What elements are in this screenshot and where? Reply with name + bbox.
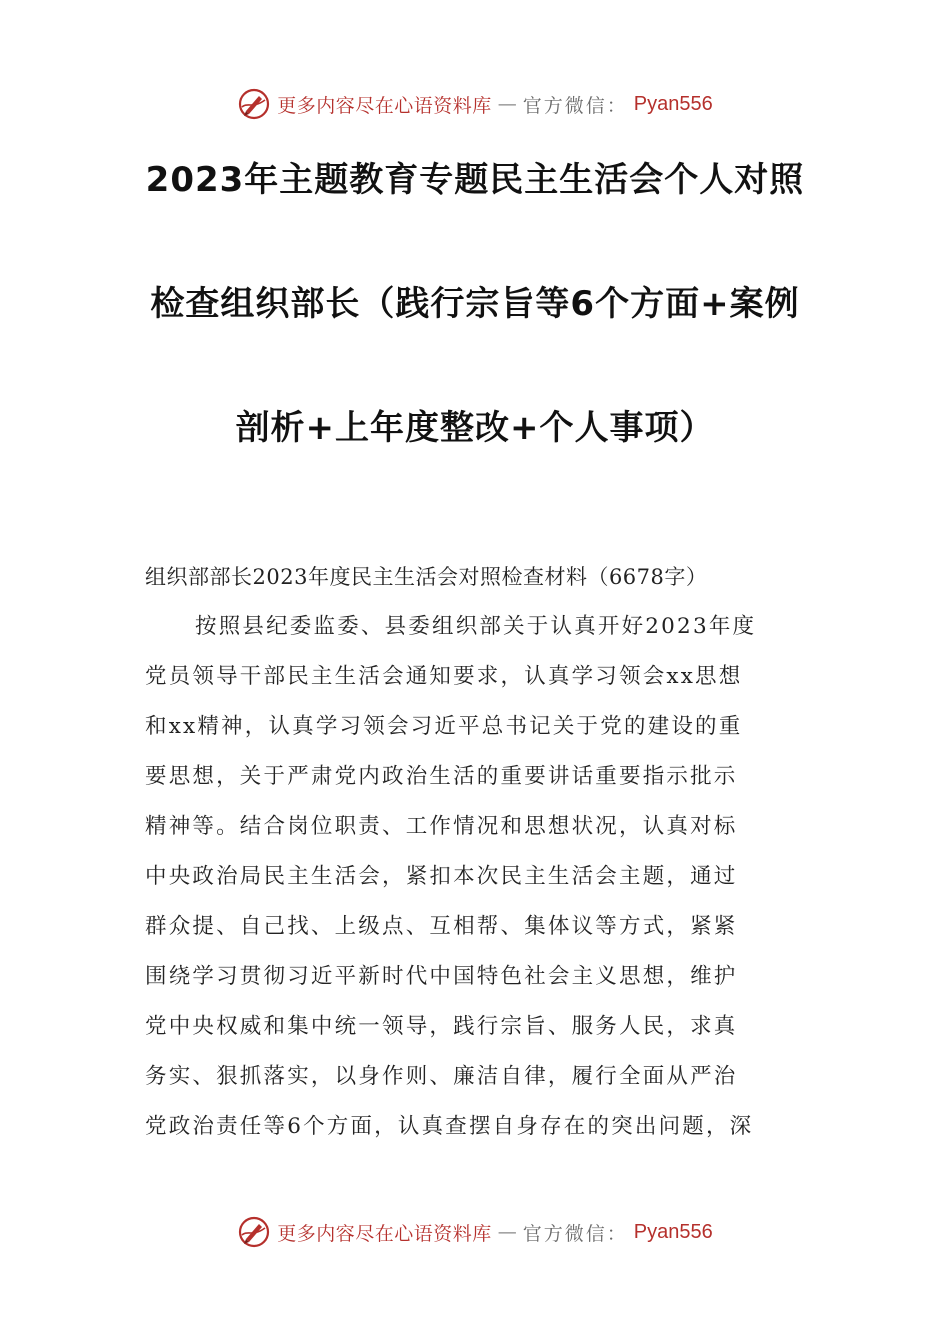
footer-banner-inner <box>237 1215 713 1249</box>
footer-wechat-label: 官方微信： <box>522 1222 628 1245</box>
paragraph-line: 要思想，关于严肃党内政治生活的重要讲话重要指示批示 <box>145 764 738 789</box>
title-line-1: 2023年主题教育专题民主生活会个人对照 <box>145 160 805 200</box>
footer-banner <box>0 1212 950 1252</box>
paragraph-line: 围绕学习贯彻习近平新时代中国特色社会主义思想，维护 <box>145 964 738 989</box>
document-body <box>145 552 807 1152</box>
footer-dash: — <box>497 1221 517 1243</box>
document-subtitle: 组织部部长2023年度民主生活会对照检查材料（6678字） <box>145 565 708 589</box>
paragraph-line: 群众提、自己找、上级点、互相帮、集体议等方式，紧紧 <box>145 914 738 939</box>
pen-logo-icon <box>237 1215 271 1249</box>
paragraph-line: 和xx精神，认真学习领会习近平总书记关于党的建设的重 <box>145 714 743 739</box>
footer-promo-text: 更多内容尽在心语资料库 <box>277 1222 492 1245</box>
header-wechat-id: Pyan556 <box>633 92 713 115</box>
paragraph-line: 党中央权威和集中统一领导，践行宗旨、服务人民，求真 <box>145 1014 738 1039</box>
paragraph-line: 中央政治局民主生活会，紧扣本次民主生活会主题，通过 <box>145 864 738 889</box>
header-wechat-label: 官方微信： <box>522 94 628 117</box>
paragraph-line: 党员领导干部民主生活会通知要求，认真学习领会xx思想 <box>145 664 743 689</box>
paragraph-line: 按照县纪委监委、县委组织部关于认真开好2023年度 <box>195 614 757 639</box>
header-banner <box>0 84 950 124</box>
paragraph-line: 务实、狠抓落实，以身作则、廉洁自律，履行全面从严治 <box>145 1064 738 1089</box>
header-dash: — <box>497 93 517 115</box>
footer-wechat-id: Pyan556 <box>633 1220 713 1243</box>
header-promo-text: 更多内容尽在心语资料库 <box>277 94 492 117</box>
header-banner-inner <box>237 87 713 121</box>
pen-logo-icon <box>237 87 271 121</box>
title-line-3: 剖析+上年度整改+个人事项） <box>235 408 715 448</box>
paragraph-line: 党政治责任等6个方面，认真查摆自身存在的突出问题，深 <box>145 1114 754 1139</box>
title-line-2: 检查组织部长（践行宗旨等6个方面+案例 <box>150 284 800 324</box>
paragraph-line: 精神等。结合岗位职责、工作情况和思想状况，认真对标 <box>145 814 738 839</box>
document-title <box>0 160 950 448</box>
